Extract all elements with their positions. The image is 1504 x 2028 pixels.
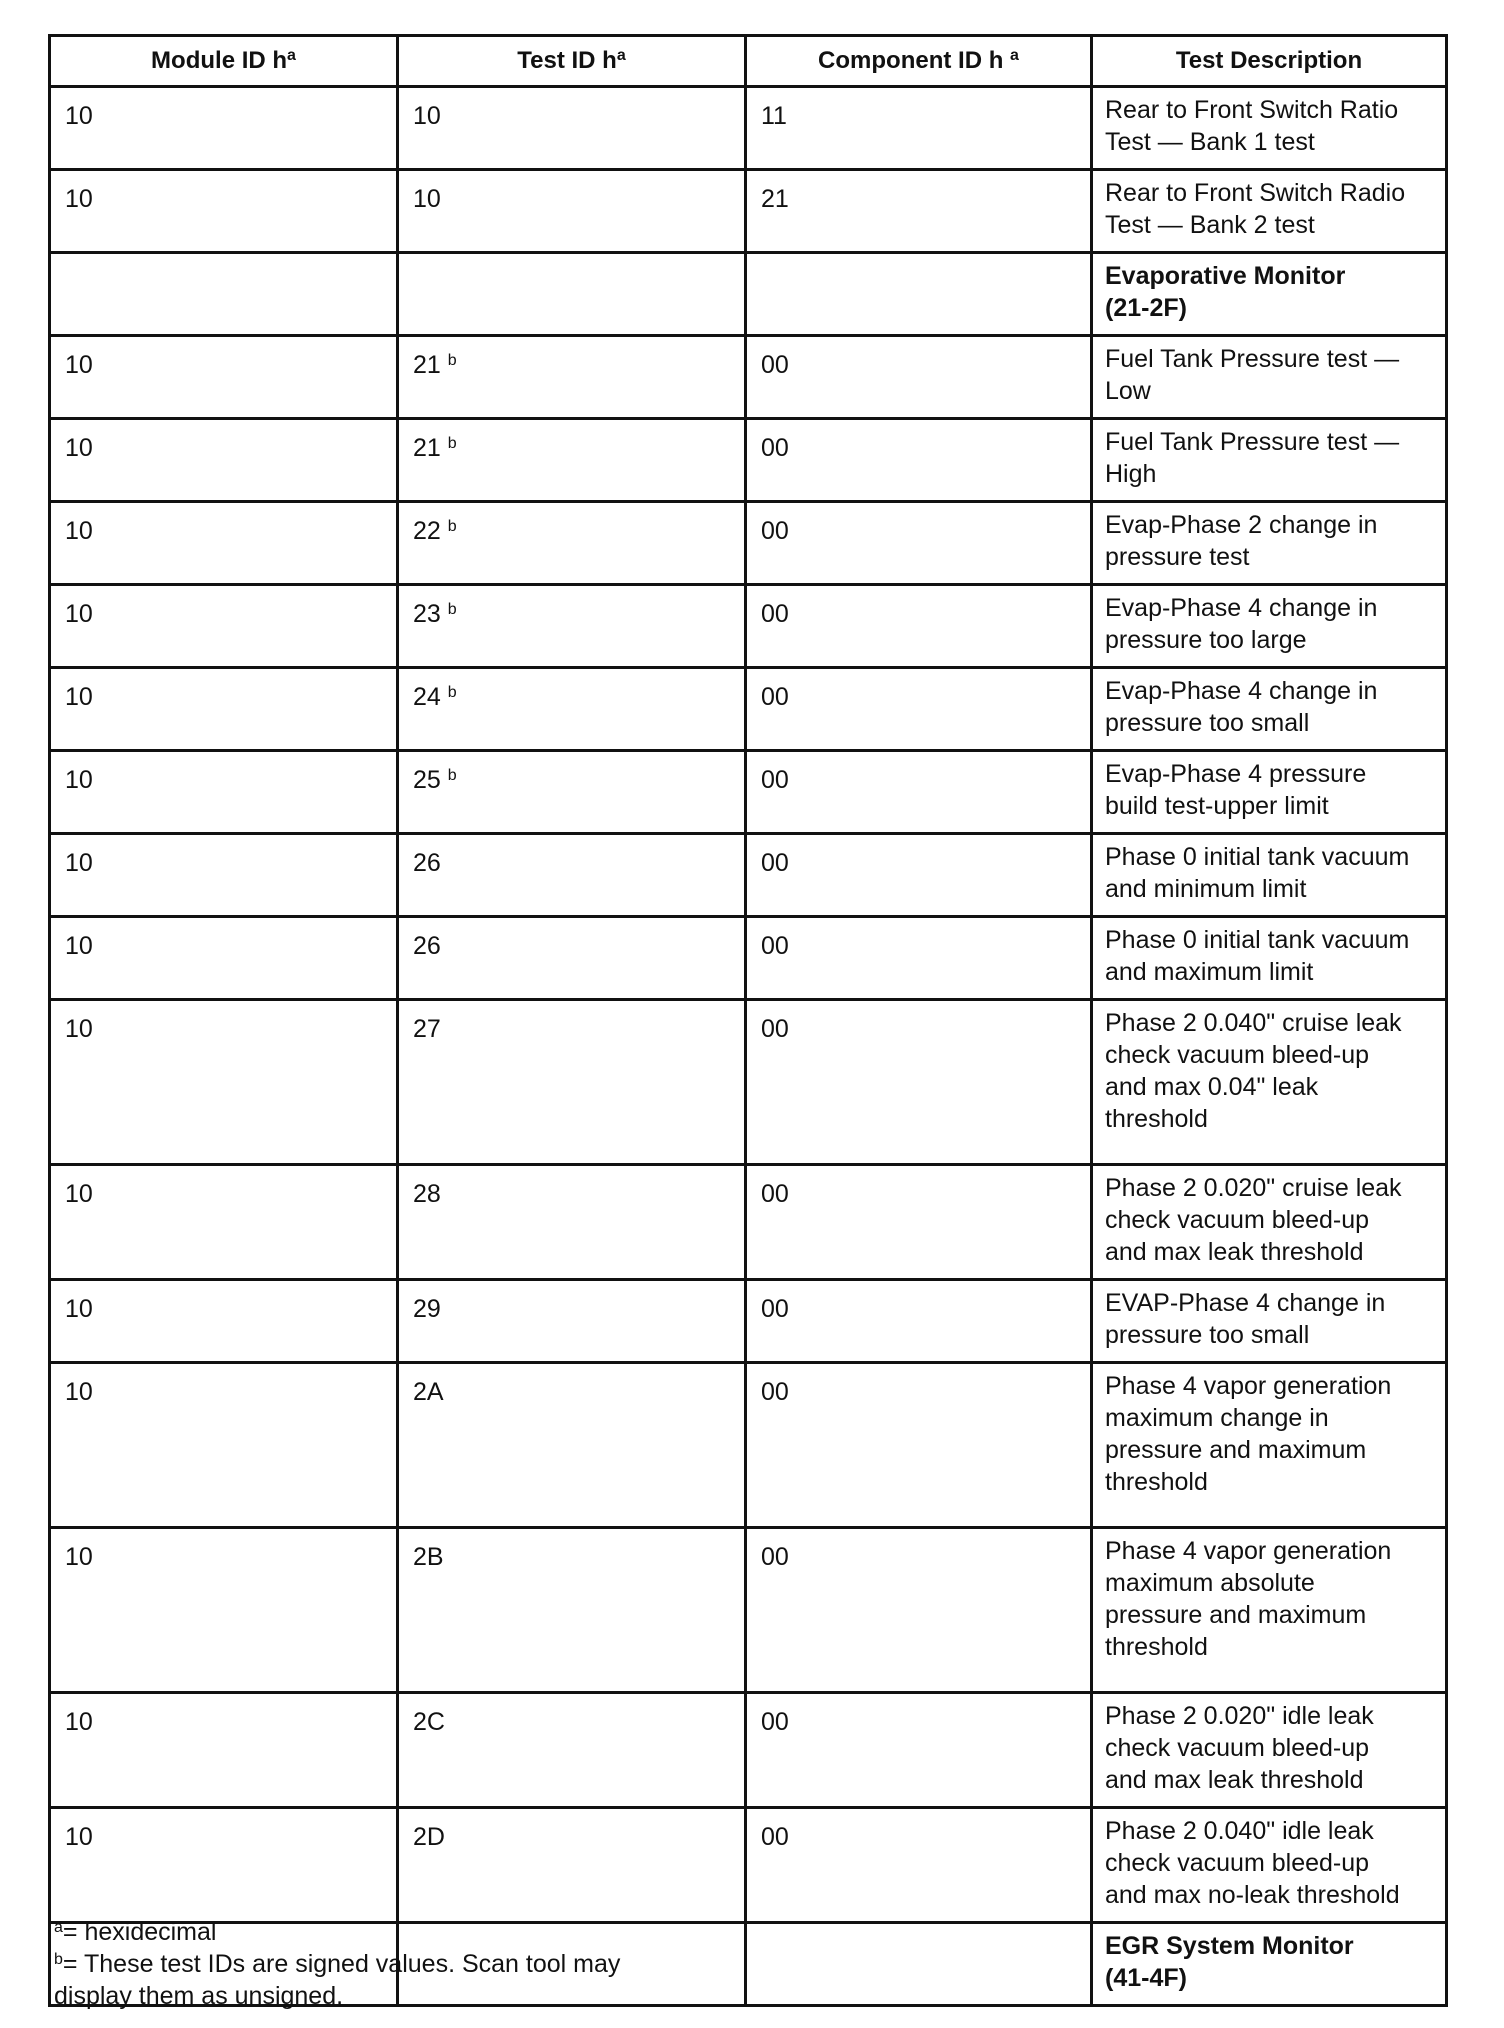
cell-component-id: 00 [746, 668, 1092, 751]
table-row [50, 1528, 1447, 1693]
table-row [50, 1808, 1447, 1923]
signed-value-footnote-mark: b [447, 767, 457, 784]
cell-module-id: 10 [50, 419, 398, 502]
cell-test-id: 22 $^b$ [398, 502, 746, 585]
cell-test-description: Phase 0 initial tank vacuum and maximum limit [1092, 917, 1447, 1000]
table-row [50, 336, 1447, 419]
cell-component-id: 21 [746, 170, 1092, 253]
cell-module-id: 10 [50, 834, 398, 917]
cell-module-id: 10 [50, 1000, 398, 1165]
signed-value-footnote-mark: b [447, 352, 457, 369]
table-row [50, 585, 1447, 668]
signed-value-footnote-mark: b [447, 518, 457, 535]
cell-test-description: Phase 0 initial tank vacuum and minimum limit [1092, 834, 1447, 917]
table-row [50, 668, 1447, 751]
cell-component-id: 00 [746, 585, 1092, 668]
table-row [50, 1280, 1447, 1363]
cell-test-description: Rear to Front Switch Ratio Test — Bank 1 test [1092, 87, 1447, 170]
cell-module-id: 10 [50, 917, 398, 1000]
section-heading: Evaporative Monitor (21-2F) [1092, 253, 1447, 336]
cell-component-id: 00 [746, 1528, 1092, 1693]
cell-component-id: 00 [746, 1363, 1092, 1528]
cell-test-description: Phase 2 0.040" idle leak check vacuum bleed-up and max no-leak threshold [1092, 1808, 1447, 1923]
cell-test-description: Fuel Tank Pressure test — High [1092, 419, 1447, 502]
cell-test-id: 10 [398, 170, 746, 253]
document-page [48, 34, 1445, 2007]
cell-module-id: 10 [50, 585, 398, 668]
cell-component-id: 00 [746, 917, 1092, 1000]
header-module-id: Module ID $h^a$ [50, 36, 398, 87]
cell-test-id: 25 $^b$ [398, 751, 746, 834]
footnote-b: $^b$= These test IDs are signed values. Scan tool may [54, 1950, 621, 1978]
header-module-id-footnote-mark: a [287, 47, 296, 64]
table-row [50, 1363, 1447, 1528]
cell-component-id: 00 [746, 419, 1092, 502]
cell-component-id: 00 [746, 1000, 1092, 1165]
cell-test-description: Rear to Front Switch Radio Test — Bank 2 test [1092, 170, 1447, 253]
cell-test-id: 26 [398, 917, 746, 1000]
cell-test-description: Evap-Phase 4 pressure build test-upper limit [1092, 751, 1447, 834]
signed-value-footnote-mark: b [447, 601, 457, 618]
table-row [50, 170, 1447, 253]
header-test-description: Test Description [1092, 36, 1447, 87]
header-component-id-footnote-mark: a [1010, 47, 1019, 64]
cell-test-id: 27 [398, 1000, 746, 1165]
signed-value-footnote-mark: b [447, 684, 457, 701]
cell-test-description: Phase 2 0.020" cruise leak check vacuum bleed-up and max leak threshold [1092, 1165, 1447, 1280]
footnote-b-continued: display them as unsigned. [54, 1982, 344, 2010]
cell-test-id: 23 $^b$ [398, 585, 746, 668]
cell-test-description: Evap-Phase 4 change in pressure too small [1092, 668, 1447, 751]
header-test-id: Test ID $h^a$ [398, 36, 746, 87]
cell-test-description: Phase 2 0.040" cruise leak check vacuum bleed-up and max 0.04" leak threshold [1092, 1000, 1447, 1165]
cell-test-id: 29 [398, 1280, 746, 1363]
cell-test-id: 2A [398, 1363, 746, 1528]
table-row [50, 834, 1447, 917]
cell-test-id: 2C [398, 1693, 746, 1808]
cell-module-id: 10 [50, 1280, 398, 1363]
cell-component-id [746, 253, 1092, 336]
cell-test-description: Phase 2 0.020" idle leak check vacuum bleed-up and max leak threshold [1092, 1693, 1447, 1808]
cell-component-id: 00 [746, 1808, 1092, 1923]
table-row [50, 419, 1447, 502]
cell-component-id: 00 [746, 1280, 1092, 1363]
cell-module-id [50, 253, 398, 336]
cell-module-id: 10 [50, 1693, 398, 1808]
cell-test-description: Evap-Phase 2 change in pressure test [1092, 502, 1447, 585]
header-component-id: Component ID h $^a$ [746, 36, 1092, 87]
cell-module-id: 10 [50, 87, 398, 170]
cell-component-id: 00 [746, 1693, 1092, 1808]
cell-module-id: 10 [50, 1363, 398, 1528]
cell-test-id: 2D [398, 1808, 746, 1923]
cell-test-description: Fuel Tank Pressure test — Low [1092, 336, 1447, 419]
table-row [50, 917, 1447, 1000]
cell-module-id: 10 [50, 336, 398, 419]
cell-module-id: 10 [50, 668, 398, 751]
table-row [50, 502, 1447, 585]
cell-test-description: Phase 4 vapor generation maximum absolute pressure and maximum threshold [1092, 1528, 1447, 1693]
cell-component-id: 00 [746, 336, 1092, 419]
footnote-a: $^a$= hexidecimal [54, 1918, 217, 1946]
cell-component-id: 00 [746, 1165, 1092, 1280]
table-header-row [50, 36, 1447, 87]
cell-test-id: 10 [398, 87, 746, 170]
cell-component-id: 00 [746, 751, 1092, 834]
test-id-table [48, 34, 1448, 2007]
table-row [50, 1165, 1447, 1280]
cell-test-id [398, 253, 746, 336]
cell-test-id: 21 $^b$ [398, 419, 746, 502]
table-row [50, 1693, 1447, 1808]
cell-test-id: 26 [398, 834, 746, 917]
section-row-evaporative-monitor [50, 253, 1447, 336]
cell-test-id: 2B [398, 1528, 746, 1693]
footnotes [54, 1916, 814, 2012]
cell-test-id: 21 $^b$ [398, 336, 746, 419]
cell-test-id: 24 $^b$ [398, 668, 746, 751]
cell-test-id: 28 [398, 1165, 746, 1280]
cell-test-description: EVAP-Phase 4 change in pressure too small [1092, 1280, 1447, 1363]
cell-test-description: Evap-Phase 4 change in pressure too large [1092, 585, 1447, 668]
signed-value-footnote-mark: b [447, 435, 457, 452]
cell-component-id: 11 [746, 87, 1092, 170]
cell-test-description: Phase 4 vapor generation maximum change in pressure and maximum threshold [1092, 1363, 1447, 1528]
cell-component-id: 00 [746, 834, 1092, 917]
cell-module-id: 10 [50, 751, 398, 834]
cell-module-id: 10 [50, 1808, 398, 1923]
table-row [50, 751, 1447, 834]
cell-module-id: 10 [50, 502, 398, 585]
header-test-id-footnote-mark: a [616, 47, 626, 64]
cell-module-id: 10 [50, 170, 398, 253]
table-row [50, 87, 1447, 170]
section-heading: EGR System Monitor (41-4F) [1092, 1923, 1447, 2006]
cell-module-id: 10 [50, 1165, 398, 1280]
cell-component-id: 00 [746, 502, 1092, 585]
table-row [50, 1000, 1447, 1165]
cell-module-id: 10 [50, 1528, 398, 1693]
